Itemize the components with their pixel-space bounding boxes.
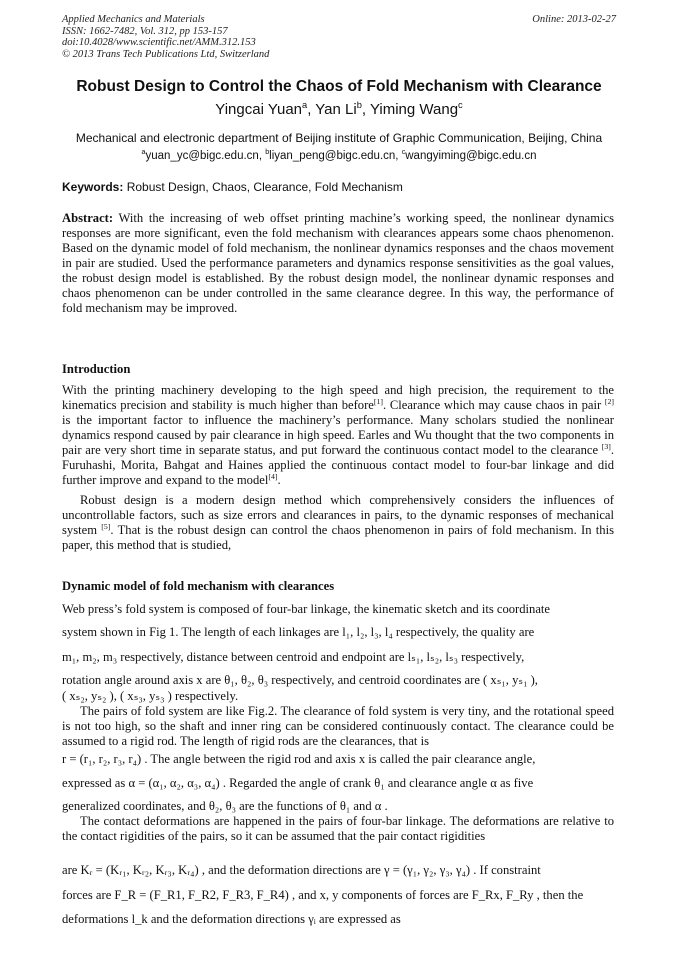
journal-header: [62, 14, 269, 60]
intro-text: is the important factor to influence the machinery’s performance. Many scholars studied the nonlinear dynamics respond caused by pair clearance in high speed. Earles and Wu thought that the two components in pair are very short time in separate status, and put forward the continuous contact model to the clearance: [62, 413, 614, 457]
intro-text: . Furuhashi, Morita, Bahgat and Haines applied the continuous contact model to four-bar linkage and did further improve and expand to the model: [62, 443, 614, 487]
body-line: m₁, m₂, m₃ respectively, distance between centroid and endpoint are lₛ₁, lₛ₂, lₛ₃ respectively,: [62, 650, 525, 664]
email-list: $^a$yuan_yc@bigc.edu.cn, $^b$liyan_peng@bigc.edu.cn, $^c$wangyiming@bigc.edu.cn: [141, 148, 537, 162]
dynamic-model-heading: Dynamic model of fold mechanism with clearances: [62, 579, 335, 593]
abstract: [62, 211, 614, 316]
intro-text: .: [277, 473, 281, 487]
body-line: generalized coordinates, and θ₂, θ₃ are the functions of θ₁ and α .: [62, 799, 388, 813]
keywords-text: Robust Design, Chaos, Clearance, Fold Mechanism: [126, 180, 403, 194]
email-link[interactable]: yuan_yc@bigc.edu.cn: [145, 150, 259, 162]
journal-issn: ISSN: 1662-7482, Vol. 312, pp 153-157: [62, 25, 228, 37]
author-mark: a: [302, 100, 308, 110]
email-mark: c: [401, 148, 406, 157]
intro-paragraph-1: [62, 383, 614, 488]
body-line: Web press’s fold system is composed of four-bar linkage, the kinematic sketch and its coordinate: [62, 602, 551, 616]
intro-text: . That is the robust design can control the chaos phenomenon in pairs of fold mechanism. In this paper, this method that is studied,: [62, 523, 614, 552]
journal-doi: doi:10.4028/www.scientific.net/AMM.312.153: [62, 37, 256, 49]
email-link[interactable]: wangyiming@bigc.edu.cn: [405, 150, 537, 162]
journal-name: Applied Mechanics and Materials: [62, 14, 205, 25]
body-line: rotation angle around axis x are θ₁, θ₂, θ₃ respectively, and centroid coordinates are ( xₛ₁, yₛ₁ ),: [62, 673, 538, 687]
author-name: Yan Li: [315, 101, 357, 118]
citation: [5]: [101, 521, 111, 531]
citation: [3]: [601, 441, 611, 451]
body-line: r = (r₁, r₂, r₃, r₄) . The angle between the rigid rod and axis x is called the pair clearance angle,: [62, 752, 536, 766]
dynamic-paragraph-2: The pairs of fold system are like Fig.2. The clearance of fold system is very tiny, and the rotational speed is not too high, so the shaft and inner ring can be considered continuously contact. The clearance could be assumed to a rigid rod. The length of rigid rods are the clearances, that is: [62, 704, 614, 748]
citation: [2]: [604, 396, 614, 406]
body-line: are Kᵣ = (Kᵣ₁, Kᵣ₂, Kᵣ₃, Kᵣ₄) , and the deformation directions are γ = (γ₁, γ₂, γ₃, γ₄) . If constraint: [62, 863, 541, 877]
intro-heading: Introduction: [62, 362, 131, 376]
author-mark: c: [458, 100, 463, 110]
author-mark: b: [356, 100, 362, 110]
intro-paragraph-2: [62, 493, 614, 553]
intro-text: With the printing machinery developing to the high speed and high precision, the requirement to the kinematics precision and stability is much higher than before: [62, 383, 614, 412]
citation: [4]: [268, 471, 278, 481]
paper-title: Robust Design to Control the Chaos of Fold Mechanism with Clearance: [76, 78, 602, 95]
intro-text: Robust design is a modern design method which comprehensively considers the influences of uncontrollable factors, such as size errors and clearances in pairs, to the dynamic responses of mechanical system: [62, 493, 614, 537]
body-line: deformations l_k and the deformation directions γᵢ are expressed as: [62, 912, 401, 926]
author-name: Yingcai Yuan: [215, 101, 303, 118]
body-line: ( xₛ₂, yₛ₂ ), ( xₛ₃, yₛ₃ ) respectively.: [62, 689, 239, 703]
abstract-text: With the increasing of web offset printing machine’s working speed, the nonlinear dynamics responses are more significant, even the fold mechanism with clearances appears some chaos phenomenon. Based on the dynamic model of fold mechanism, the nonlinear dynamics responses and the chaos movement in pair are studied. Used the performance parameters and dynamics response sensitivities as the goal values, the robust design model is established. By the robust design model, the nonlinear dynamic responses and chaos phenomenon can be under controlled in the same clearance degree. In this way, the performance of fold mechanism may be improved.: [62, 211, 615, 315]
online-date: Online: 2013-02-27: [532, 14, 616, 25]
intro-text: . Clearance which may cause chaos in pair: [382, 398, 605, 412]
author-list: Yingcai Yuan$^a$, Yan Li$^b$, Yiming Wang$^c$: [215, 100, 463, 118]
citation: [1]: [373, 396, 383, 406]
author-name: Yiming Wang: [369, 101, 459, 118]
body-line: forces are F_R = (F_R1, F_R2, F_R3, F_R4) , and x, y components of forces are F_Rx, F_Ry , then the: [62, 888, 584, 902]
dynamic-paragraph-3: The contact deformations are happened in the pairs of four-bar linkage. The deformations are relative to the contact rigidities of the pairs, so it can be assumed that the pair contact rigidities: [62, 814, 614, 843]
keywords-label: Keywords:: [62, 180, 124, 194]
journal-copyright: © 2013 Trans Tech Publications Ltd, Switzerland: [62, 48, 270, 60]
affiliation: Mechanical and electronic department of Beijing institute of Graphic Communication, Beijing, China: [75, 131, 603, 145]
keywords: [62, 180, 403, 194]
abstract-label: Abstract:: [62, 211, 114, 225]
email-link[interactable]: liyan_peng@bigc.edu.cn: [269, 150, 396, 162]
body-line: system shown in Fig 1. The length of each linkages are l₁, l₂, l₃, l₄ respectively, the quality are: [62, 625, 535, 639]
body-line: expressed as α = (α₁, α₂, α₃, α₄) . Regarded the angle of crank θ₁ and clearance angle α as five: [62, 776, 534, 790]
email-mark: a: [141, 148, 146, 157]
email-mark: b: [265, 148, 270, 157]
